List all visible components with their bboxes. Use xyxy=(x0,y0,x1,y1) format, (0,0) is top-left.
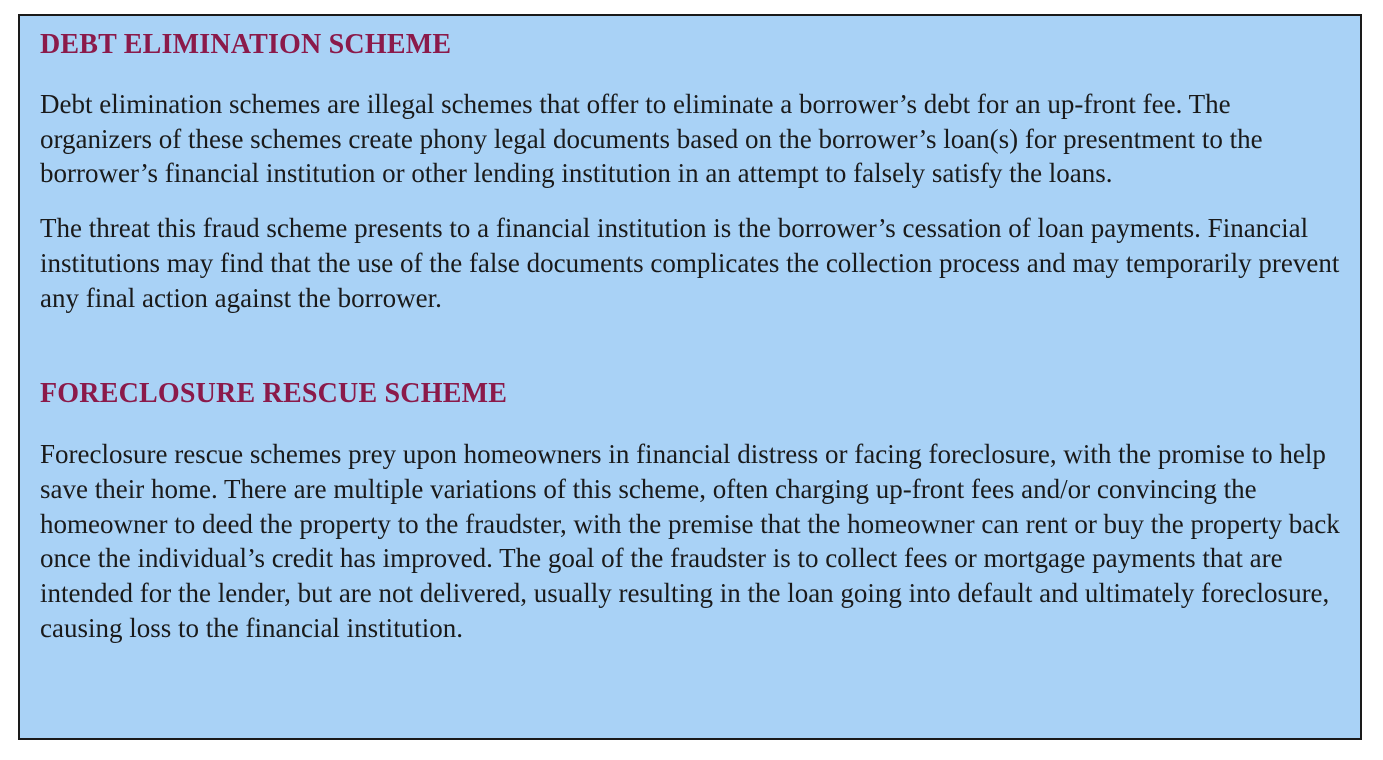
info-box xyxy=(18,14,1362,740)
debt-elimination-heading: DEBT ELIMINATION SCHEME xyxy=(40,29,452,60)
debt-elimination-paragraph-1: Debt elimination schemes are illegal schemes that offer to eliminate a borrower’s debt for an up-front fee. The organizers of these schemes create phony legal documents based on the borrower’s loan(s) for presentment to the borrower’s financial institution or other lending institution in an attempt to falsely satisfy the loans. xyxy=(40,89,1263,189)
foreclosure-rescue-heading: FORECLOSURE RESCUE SCHEME xyxy=(40,378,508,410)
foreclosure-rescue-paragraph-1: Foreclosure rescue schemes prey upon homeowners in financial distress or facing foreclosure, with the promise to help save their home. There are multiple variations of this scheme, often charging up-front fees and/or convincing the homeowner to deed the property to the fraudster, with the premise that the homeowner can rent or buy the property back once the individual’s credit has improved. The goal of the fraudster is to collect fees or mortgage payments that are intended for the lender, but are not delivered, usually resulting in the loan going into default and ultimately foreclosure, causing loss to the financial institution. xyxy=(40,439,1340,643)
debt-elimination-paragraph-2: The threat this fraud scheme presents to a financial institution is the borrower’s cessation of loan payments. Financial institutions may find that the use of the false documents complicates the collection process and may temporarily prevent any final action against the borrower. xyxy=(40,213,1340,313)
